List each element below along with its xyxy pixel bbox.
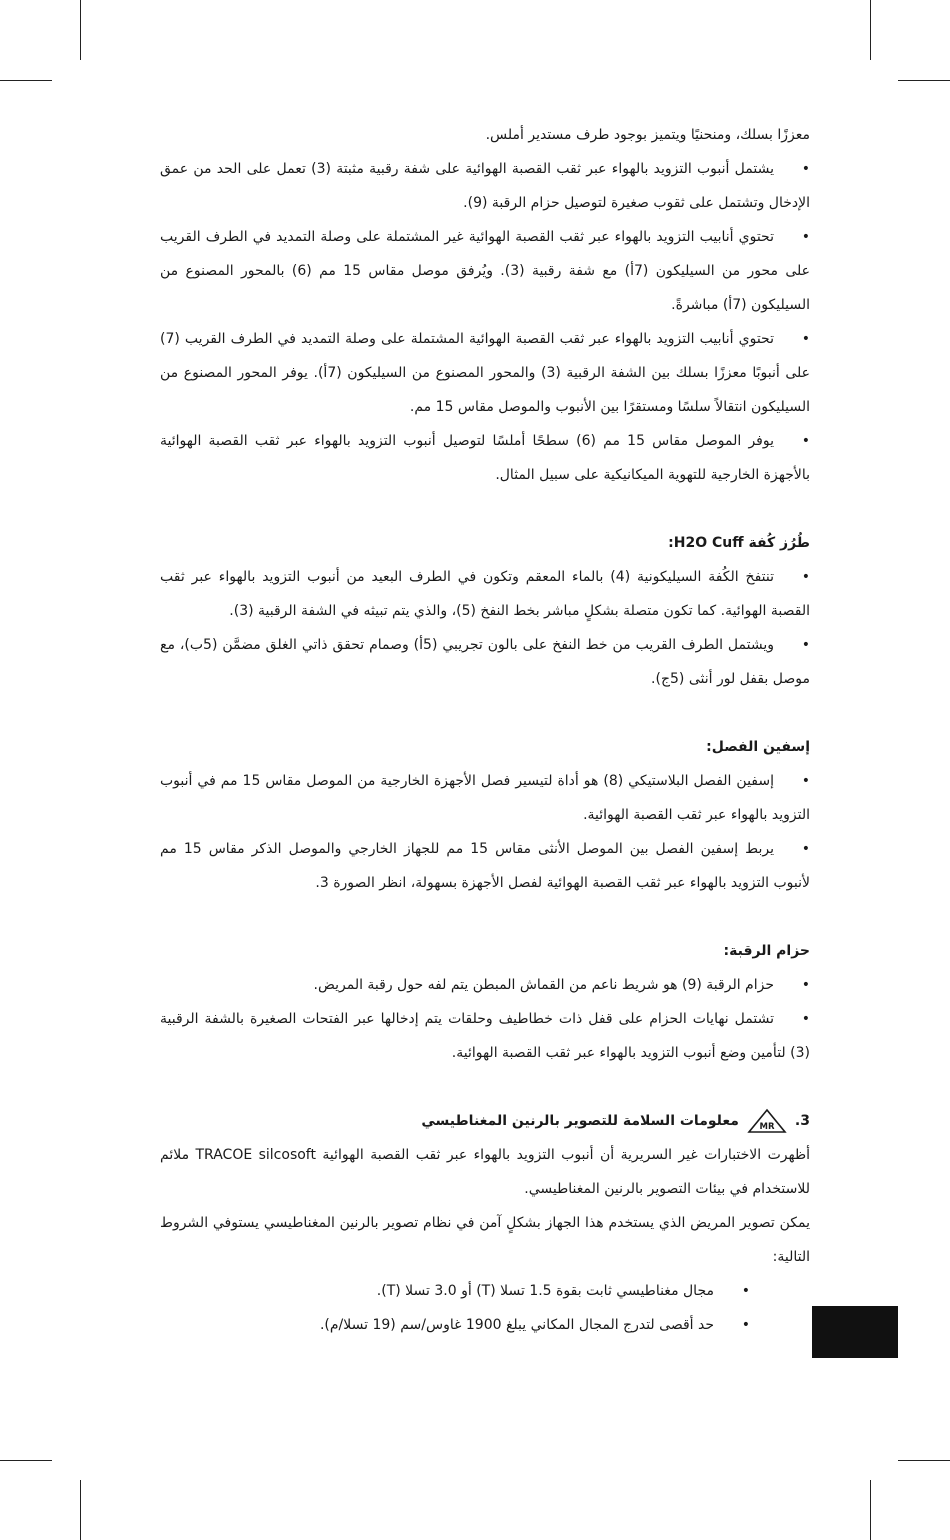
section-heading-strap: حزام الرقبة:	[723, 943, 810, 959]
bullet-item: • يربط إسفين الفصل بين الموصل الأنثى مقاس 15 مم للجهاز الخارجي والموصل الذكر مقاس 15 مم لأنبوب التزويد بالهواء عبر ثقب القصبة الهوائية لفصل الأجهزة بسهولة، انظر الصورة 3.	[160, 832, 810, 900]
bullet-item: • يشتمل أنبوب التزويد بالهواء عبر ثقب القصبة الهوائية على شفة رقبية مثبتة (3) تعمل على الحد من عمق الإدخال وتشتمل على ثقوب صغيرة لتوصيل حزام الرقبة (9).	[160, 152, 810, 220]
crop-mark	[0, 80, 52, 81]
crop-mark	[80, 0, 81, 60]
crop-mark	[870, 1480, 871, 1540]
bullet-item: • حد أقصى لتدرج المجال المكاني يبلغ 1900 غاوس/سم (19 تسلا/م).	[160, 1308, 810, 1342]
section-heading-cuff: طُرُز كُفة H2O Cuff:	[668, 535, 810, 551]
bullet-item: • تشتمل نهايات الحزام على قفل ذات خطاطيف وحلقات يتم إدخالها عبر الفتحات الصغيرة بالشفة الرقبية (3) لتأمين وضع أنبوب التزويد بالهواء عبر ثقب القصبة الهوائية.	[160, 1002, 810, 1070]
bullet-item: • تحتوي أنابيب التزويد بالهواء عبر ثقب القصبة الهوائية المشتملة على وصلة التمديد في الطرف القريب (7) على أنبوبًا معززًا بسلك بين الشفة الرقبية (3) والمحور المصنوع من السيليكون (7أ). يوفر المحور المصنوع من السيليكون انتقالاً سلسًا ومستقرًا بين الأنبوب والموصل مقاس 15 مم.	[160, 322, 810, 424]
crop-mark	[0, 1460, 52, 1461]
paragraph: يمكن تصوير المريض الذي يستخدم هذا الجهاز بشكلٍ آمن في نظام تصوير بالرنين المغناطيسي يستوفي الشروط التالية:	[160, 1215, 810, 1265]
crop-mark	[898, 80, 950, 81]
mr-conditional-icon	[747, 1108, 787, 1134]
document-body	[160, 118, 810, 1342]
section-number: 3.	[794, 1113, 810, 1129]
bullet-item: • يوفر الموصل مقاس 15 مم (6) سطحًا أملسًا لتوصيل أنبوب التزويد بالهواء عبر ثقب القصبة الهوائية بالأجهزة الخارجية للتهوية الميكانيكية على سبيل المثال.	[160, 424, 810, 492]
section-heading-mri	[160, 1104, 810, 1138]
chapter-tab	[812, 1306, 898, 1358]
bullet-item: • حزام الرقبة (9) هو شريط ناعم من القماش المبطن يتم لفه حول رقبة المريض.	[160, 968, 810, 1002]
crop-mark	[870, 0, 871, 60]
crop-mark	[80, 1480, 81, 1540]
section-title: معلومات السلامة للتصوير بالرنين المغناطيسي	[421, 1113, 739, 1129]
bullet-item: • تنتفخ الكُفة السيليكونية (4) بالماء المعقم وتكون في الطرف البعيد من أنبوب التزويد بالهواء عبر ثقب القصبة الهوائية. كما تكون متصلة بشكلٍ مباشر بخط النفخ (5)، والذي يتم تبيثه في الشفة الرقبية (3).	[160, 560, 810, 628]
section-heading-wedge: إسفين الفصل:	[706, 739, 810, 755]
paragraph: معززًا بسلك، ومنحنيًا ويتميز بوجود طرف مستدير أملس.	[485, 127, 810, 143]
bullet-item: • ويشتمل الطرف القريب من خط النفخ على بالون تجريبي (5أ) وصمام تحقق ذاتي الغلق مضمَّن (5ب)، مع موصل بقفل لور أنثى (5ج).	[160, 628, 810, 696]
bullet-item: • إسفين الفصل البلاستيكي (8) هو أداة لتيسير فصل الأجهزة الخارجية من الموصل مقاس 15 مم في أنبوب التزويد بالهواء عبر ثقب القصبة الهوائية.	[160, 764, 810, 832]
paragraph: أظهرت الاختبارات غير السريرية أن أنبوب التزويد بالهواء عبر ثقب القصبة الهوائية TRACOE silcosoft ملائم للاستخدام في بيئات التصوير بالرنين المغناطيسي.	[160, 1147, 810, 1197]
bullet-item: • تحتوي أنابيب التزويد بالهواء عبر ثقب القصبة الهوائية غير المشتملة على وصلة التمديد في الطرف القريب على محور من السيليكون (7أ) مع شفة رقبية (3). ويُرفق موصل مقاس 15 مم (6) بالمحور المصنوع من السيليكون (7أ) مباشرةً.	[160, 220, 810, 322]
bullet-item: • مجال مغناطيسي ثابت بقوة 1.5 تسلا (T) أو 3.0 تسلا (T).	[160, 1274, 810, 1308]
svg-text:MR: MR	[759, 1122, 775, 1132]
crop-mark	[898, 1460, 950, 1461]
